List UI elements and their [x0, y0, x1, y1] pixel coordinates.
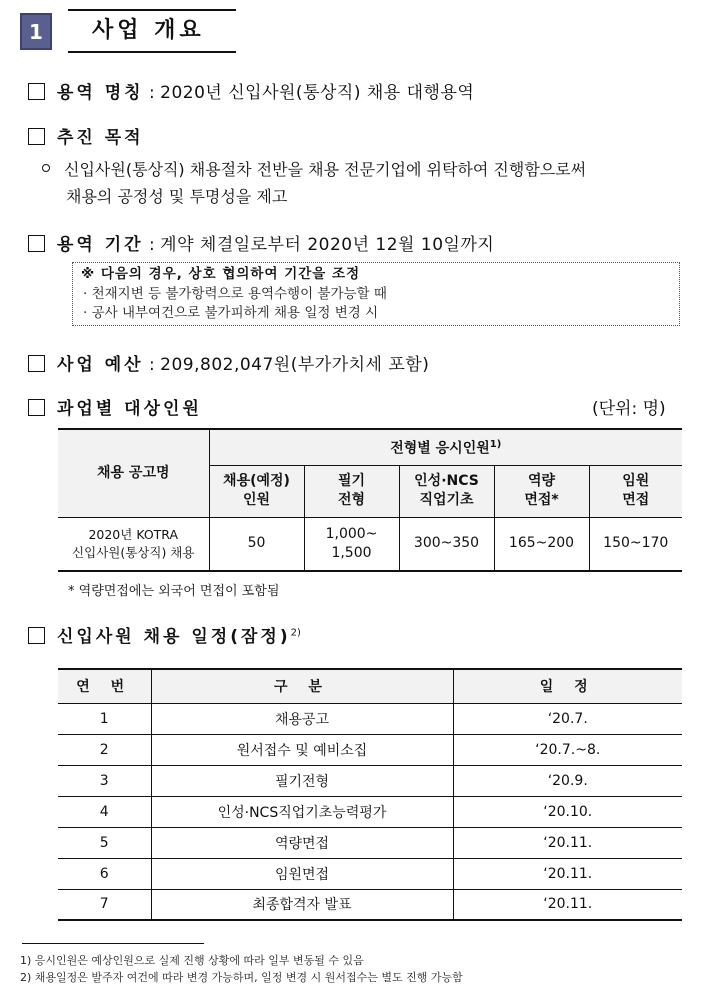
section-label: 과업별 대상인원 [57, 399, 202, 419]
unit-label: (단위: 명) [592, 399, 666, 419]
table-row: 4 인성·NCS직업기초능력평가 ‘20.10. [58, 796, 682, 827]
chapter-number: 1 [20, 13, 52, 50]
footnote-1: 1) 응시인원은 예상인원으로 실제 진행 상황에 따라 일부 변동될 수 있음 [20, 954, 364, 967]
footnote-divider [22, 943, 204, 944]
section-schedule: 신입사원 채용 일정(잠정)$^{2)}$ [28, 622, 301, 647]
table-row: 6 임원면접 ‘20.11. [58, 858, 682, 889]
cell-value: 1,000~ 1,500 [304, 517, 399, 571]
cell-value: 300~350 [399, 517, 494, 571]
table-row: 5 역량면접 ‘20.11. [58, 827, 682, 858]
row-posting-name: 2020년 KOTRA 신입사원(통상직) 채용 [58, 517, 209, 571]
cell-value: 165~200 [494, 517, 589, 571]
section-label: 용역 명칭 [57, 83, 144, 103]
checkbox-icon [28, 83, 45, 100]
col-header: 연 번 [58, 669, 151, 703]
col-header: 임원 면접 [589, 465, 682, 517]
checkbox-icon [28, 399, 45, 416]
table-row: 2 원서접수 및 예비소집 ‘20.7.~8. [58, 734, 682, 765]
note-item: · 천재지변 등 불가항력으로 용역수행이 불가능할 때 [83, 285, 387, 302]
header-posting-name: 채용 공고명 [58, 429, 209, 517]
section-name: 용역 명칭 : 2020년 신입사원(통상직) 채용 대행용역 [28, 78, 474, 103]
checkbox-icon [28, 235, 45, 252]
section-label: 용역 기간 [57, 235, 144, 255]
table-footnote: * 역량면접에는 외국어 면접이 포함됨 [68, 584, 280, 599]
col-header: 필기 전형 [304, 465, 399, 517]
checkbox-icon [28, 355, 45, 372]
cell-value: 150~170 [589, 517, 682, 571]
note-title: ※ 다음의 경우, 상호 협의하여 기간을 조정 [81, 266, 361, 282]
section-label: 신입사원 채용 일정(잠정) [57, 627, 291, 647]
purpose-bullet: 신입사원(통상직) 채용절차 전반을 채용 전문기업에 위탁하여 진행함으로써 채용의 공정성 및 투명성을 제고 [42, 156, 586, 210]
checkbox-icon [28, 627, 45, 644]
checkbox-icon [28, 128, 45, 145]
header-applicants-group: 전형별 응시인원$^{1)}$ [209, 429, 682, 465]
table-row: 7 최종합격자 발표 ‘20.11. [58, 889, 682, 920]
section-value: 2020년 신입사원(통상직) 채용 대행용역 [160, 83, 475, 103]
cell-value: 50 [209, 517, 304, 571]
note-item: · 공사 내부여건으로 불가피하게 채용 일정 변경 시 [83, 305, 379, 321]
section-purpose [28, 123, 144, 148]
section-label: 사업 예산 [57, 355, 144, 375]
section-value: 계약 체결일로부터 2020년 12월 10일까지 [160, 235, 495, 255]
circle-bullet-icon [42, 164, 50, 172]
schedule-table [58, 668, 682, 921]
table-row: 1 채용공고 ‘20.7. [58, 703, 682, 734]
col-header: 인성·NCS 직업기초 [399, 465, 494, 517]
col-header: 채용(예정) 인원 [209, 465, 304, 517]
table-row: 3 필기전형 ‘20.9. [58, 765, 682, 796]
col-header: 일 정 [453, 669, 682, 703]
footnote-2: 2) 채용일정은 발주자 여건에 따라 변경 가능하며, 일정 변경 시 원서접수는 별도 진행 가능함 [20, 971, 463, 984]
section-targets [28, 394, 202, 419]
col-header: 역량 면접* [494, 465, 589, 517]
section-budget: 사업 예산 : 209,802,047원(부가가치세 포함) [28, 350, 429, 375]
chapter-title: 사업 개요 [68, 9, 236, 53]
targets-table [58, 428, 682, 572]
section-label: 추진 목적 [57, 128, 144, 148]
section-period: 용역 기간 : 계약 체결일로부터 2020년 12월 10일까지 [28, 230, 494, 255]
period-note-box [72, 262, 680, 326]
section-value: 209,802,047원(부가가치세 포함) [160, 355, 430, 375]
col-header: 구 분 [151, 669, 453, 703]
